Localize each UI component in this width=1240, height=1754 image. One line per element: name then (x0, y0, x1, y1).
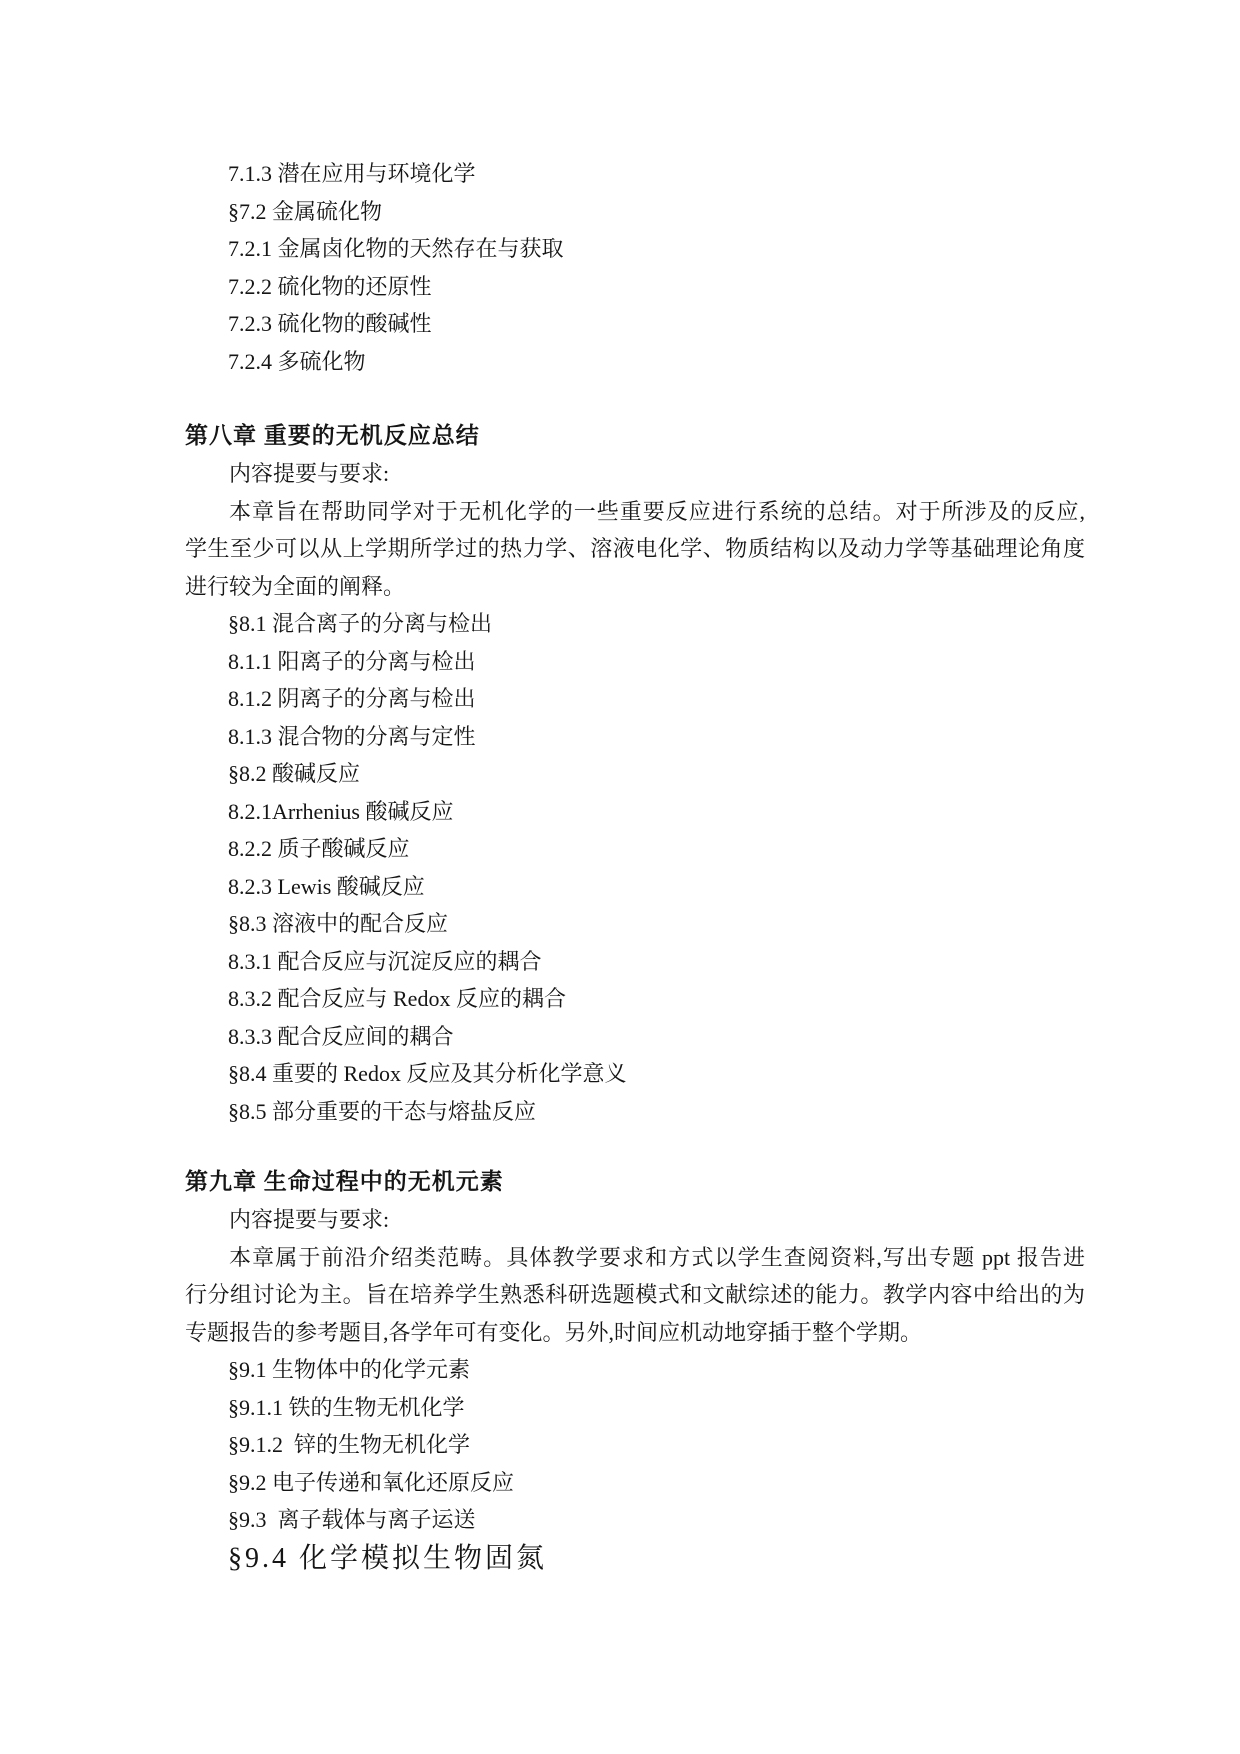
toc-item: §8.3 溶液中的配合反应 (228, 911, 449, 936)
toc-item: §9.2 电子传递和氧化还原反应 (228, 1469, 515, 1495)
toc-item: 8.1.1 阳离子的分离与检出 (228, 648, 476, 674)
featured-toc-item: §9.4 化学模拟生物固氮 (228, 1542, 548, 1574)
toc-item: 8.2.1Arrhenius 酸碱反应 (228, 798, 454, 824)
chapter8-intro-label: 内容提要与要求: (229, 461, 390, 486)
toc-item: 7.2.2 硫化物的还原性 (228, 273, 432, 299)
toc-item: 8.2.3 Lewis 酸碱反应 (228, 873, 425, 899)
chapter7-toc-list (185, 155, 1085, 380)
toc-item: §9.1.1 铁的生物无机化学 (228, 1394, 465, 1420)
chapter9-summary-paragraph (185, 1239, 1085, 1352)
paragraph-line: 专题报告的参考题目,各学年可有变化。另外,时间应机动地穿插于整个学期。 (185, 1319, 923, 1345)
toc-item: §8.2 酸碱反应 (228, 761, 361, 786)
chapter8-heading: 第八章 重要的无机反应总结 (185, 423, 480, 448)
toc-item: 7.1.3 潜在应用与环境化学 (228, 161, 476, 186)
chapter8-toc-list (185, 605, 1085, 1130)
paragraph-line: 本章属于前沿介绍类范畴。具体教学要求和方式以学生查阅资料,写出专题 ppt 报告进 (229, 1244, 1085, 1270)
chapter9-heading: 第九章 生命过程中的无机元素 (185, 1169, 504, 1194)
toc-item: §9.1.2 锌的生物无机化学 (228, 1432, 471, 1457)
toc-item: §9.3 离子载体与离子运送 (228, 1507, 476, 1532)
paragraph-line: 本章旨在帮助同学对于无机化学的一些重要反应进行系统的总结。对于所涉及的反应, (229, 498, 1085, 524)
paragraph-line: 行分组讨论为主。旨在培养学生熟悉科研选题模式和文献综述的能力。教学内容中给出的为 (185, 1282, 1085, 1307)
toc-item: §8.1 混合离子的分离与检出 (228, 611, 493, 636)
toc-item: 7.2.1 金属卤化物的天然存在与获取 (228, 236, 564, 261)
toc-item: §8.4 重要的 Redox 反应及其分析化学意义 (228, 1061, 627, 1086)
toc-item: 8.2.2 质子酸碱反应 (228, 836, 410, 861)
toc-item: 7.2.3 硫化物的酸碱性 (228, 311, 432, 336)
toc-item: 8.3.3 配合反应间的耦合 (228, 1023, 454, 1049)
toc-item: §8.5 部分重要的干态与熔盐反应 (228, 1098, 537, 1124)
toc-item: 7.2.4 多硫化物 (228, 348, 366, 374)
toc-item: 8.1.2 阴离子的分离与检出 (228, 686, 476, 711)
toc-item: §7.2 金属硫化物 (228, 198, 383, 224)
chapter8-summary-paragraph (185, 493, 1085, 606)
toc-item: 8.1.3 混合物的分离与定性 (228, 723, 476, 749)
chapter9-toc-list (185, 1351, 1085, 1579)
chapter9-intro-label: 内容提要与要求: (229, 1207, 390, 1232)
toc-item: 8.3.2 配合反应与 Redox 反应的耦合 (228, 986, 566, 1011)
toc-item: 8.3.1 配合反应与沉淀反应的耦合 (228, 948, 542, 974)
paragraph-line: 学生至少可以从上学期所学过的热力学、溶液电化学、物质结构以及动力学等基础理论角度 (185, 536, 1085, 561)
paragraph-line: 进行较为全面的阐释。 (185, 573, 406, 599)
toc-item: §9.1 生物体中的化学元素 (228, 1357, 471, 1382)
